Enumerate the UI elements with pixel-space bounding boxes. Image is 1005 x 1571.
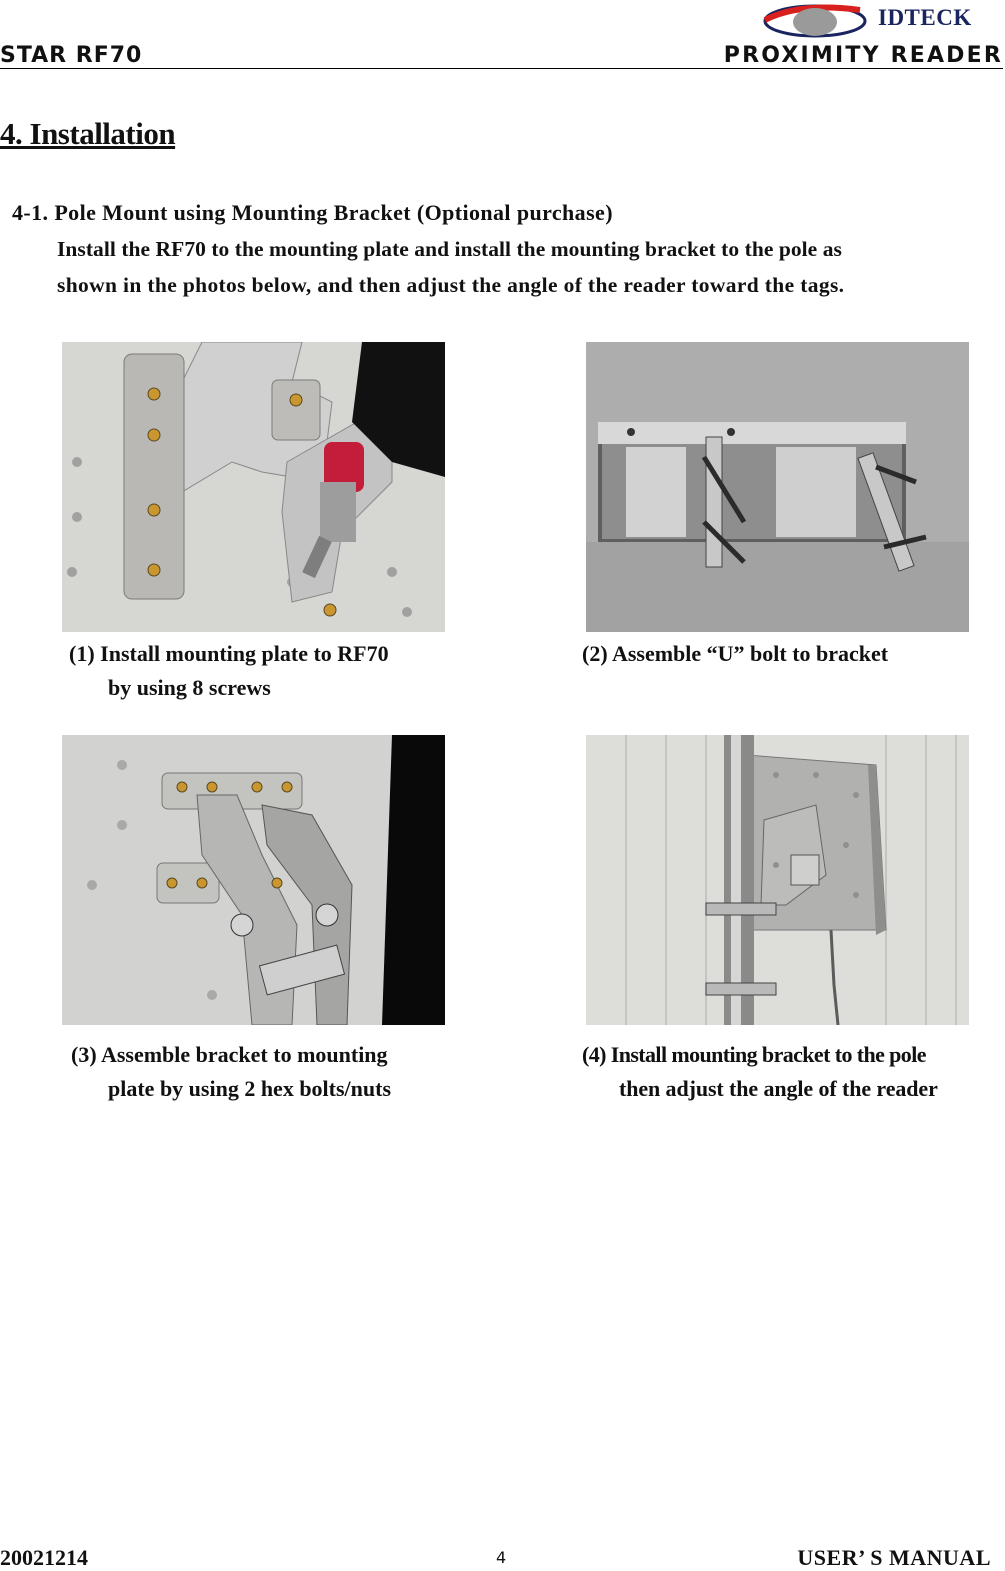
idteck-logo	[760, 0, 992, 42]
footer-manual-label: USER’ S MANUAL	[797, 1545, 991, 1570]
product-category: PROXIMITY READER	[723, 43, 1003, 68]
product-name: STAR RF70	[0, 43, 143, 68]
photo-pole-mounted	[586, 735, 969, 1025]
footer-date: 20021214	[0, 1545, 88, 1570]
photo-install-plate	[62, 342, 445, 632]
intro-line-1: Install the RF70 to the mounting plate and install the mounting bracket to the pole as	[57, 237, 842, 261]
step-1-caption-line-2-wrap	[69, 675, 271, 701]
step-4-caption-line-1: (4) Install mounting bracket to the pole	[582, 1042, 926, 1067]
header-rule	[0, 68, 1003, 69]
step-3-caption-line-2-wrap	[69, 1076, 391, 1102]
photo-u-bolt	[586, 342, 969, 632]
logo-text: IDTECK	[878, 5, 972, 30]
logo-swoosh-icon	[760, 0, 870, 42]
step-2-caption-line-1: (2) Assemble “U” bolt to bracket	[582, 641, 889, 666]
step-4-caption-line-2: then adjust the angle of the reader	[619, 1076, 938, 1101]
photo-bracket-to-plate	[62, 735, 445, 1025]
intro-line-2: shown in the photos below, and then adjust the angle of the reader toward the tags.	[57, 273, 845, 297]
step-1-caption-line-2: by using 8 screws	[108, 675, 271, 700]
section-title: 4. Installation	[0, 116, 176, 151]
step-1-caption-line-1: (1) Install mounting plate to RF70	[69, 641, 389, 666]
step-3-caption-line-1: (3) Assemble bracket to mounting	[71, 1042, 388, 1067]
subsection-title: 4-1. Pole Mount using Mounting Bracket (Optional purchase)	[12, 200, 613, 225]
step-3-caption-line-2: plate by using 2 hex bolts/nuts	[108, 1076, 392, 1101]
page-number: 4	[496, 1548, 507, 1567]
